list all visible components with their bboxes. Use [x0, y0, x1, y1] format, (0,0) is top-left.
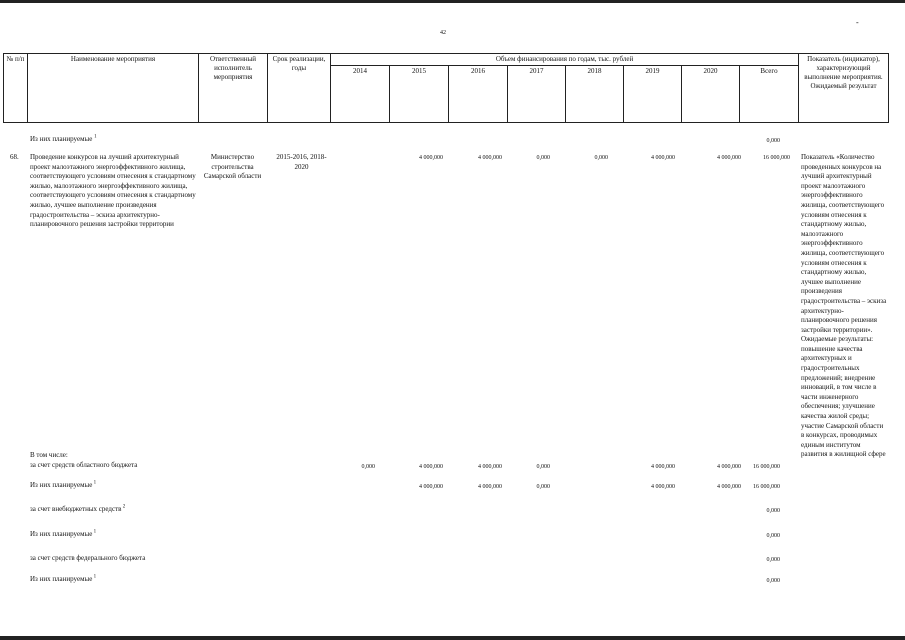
item-responsible: Министерство строительства Самарской области	[203, 153, 262, 181]
col-year: 2014	[331, 66, 390, 123]
page-number: 42	[440, 30, 446, 36]
header-table	[3, 53, 889, 123]
col-name: Наименование мероприятия	[28, 54, 199, 123]
col-indicator: Показатель (индикатор), характеризующий выполнение мероприятия. Ожидаемый результат	[799, 54, 889, 123]
item-value-2015: 4 000,000	[419, 155, 443, 161]
item-value-2017: 0,000	[536, 155, 550, 161]
col-responsible: Ответственный исполнитель мероприятия	[199, 54, 268, 123]
col-num: № п/п	[4, 54, 28, 123]
item-indicator: Показатель «Количество проведенных конкурсов на лучший архитектурный проект малоэтажного энергоэффективного жилища, соответствующего условиям отнесения к стандартному жилью, малоэтажного энергоэффективного жилища, соответствующего условиям отнесения к стандартному жилью, лучшее выполнение произведения градостроительства – эскиза архитектурно-планировочного решения застройки территории». Ожидаемые результаты: повышение качества архитектурных и градостроительных предложений; внедрение инноваций, в том числе в части инженерного обеспечения; улучшение качества жилой среды; участие Самарской области в конкурсах, проводимых единым институтом развития в жилищной сфере	[801, 153, 887, 459]
sub-row-value: 4 000,000	[419, 464, 443, 470]
sub-row-value: 4 000,000	[651, 464, 675, 470]
item-number: 68.	[10, 153, 19, 161]
sub-row-value: 0,000	[766, 578, 780, 584]
sub-row-value: 4 000,000	[717, 484, 741, 490]
col-year: 2016	[449, 66, 508, 123]
item-name: Проведение конкурсов на лучший архитектурный проект малоэтажного энергоэффективного жилища, соответствующего условиям отнесения к стандартному жилью, малоэтажного энергоэффективного жилища, соответствующего условиям отнесения к стандартному жилью, лучшее выполнение произведения градостроительства – эскиза архитектурно-планировочного решения застройки территории	[30, 153, 196, 229]
col-year: 2020	[682, 66, 740, 123]
sub-row-label: Из них планируемые $^1$	[30, 480, 97, 489]
bottom-border	[0, 636, 905, 640]
sub-row-value: 4 000,000	[478, 464, 502, 470]
sub-row-value: 16 000,000	[753, 464, 780, 470]
item-value-total: 16 000,000	[763, 155, 790, 161]
top-border	[0, 0, 905, 3]
sub-row-label: Из них планируемые $^1$	[30, 574, 97, 583]
item-value-2018: 0,000	[594, 155, 608, 161]
sub-row-value: 16 000,000	[753, 484, 780, 490]
sub-row-label: за счет средств областного бюджета	[30, 461, 138, 469]
sub-row-value: 0,000	[766, 508, 780, 514]
sub-row-value: 4 000,000	[478, 484, 502, 490]
sub-row-value: 4 000,000	[651, 484, 675, 490]
sub-row-label: за счет средств федерального бюджета	[30, 554, 146, 562]
col-year: 2018	[566, 66, 624, 123]
col-term: Срок реализации, годы	[268, 54, 331, 123]
sub-row-value: 0,000	[536, 484, 550, 490]
sub-row-value: 0,000	[361, 464, 375, 470]
col-year: 2017	[508, 66, 566, 123]
sub-row-value: 0,000	[536, 464, 550, 470]
item-value-2020: 4 000,000	[717, 155, 741, 161]
corner-mark: -	[856, 18, 859, 27]
sub-row-label: В том числе:	[30, 451, 68, 459]
sub-row-label: Из них планируемые $^1$	[30, 529, 97, 538]
item-term: 2015-2016, 2018-2020	[276, 153, 327, 171]
col-funding: Объем финансирования по годам, тыс. рублей	[331, 54, 799, 66]
sub-row-value: 0,000	[766, 533, 780, 539]
sub-row-value: 4 000,000	[419, 484, 443, 490]
sub-row-value: 0,000	[766, 557, 780, 563]
item-value-2019: 4 000,000	[651, 155, 675, 161]
col-year: Всего	[740, 66, 799, 123]
top-row-label: Из них планируемые $^1$	[30, 134, 97, 143]
col-year: 2019	[624, 66, 682, 123]
col-year: 2015	[390, 66, 449, 123]
item-value-2016: 4 000,000	[478, 155, 502, 161]
top-row-total: 0,000	[766, 138, 780, 144]
sub-row-value: 4 000,000	[717, 464, 741, 470]
sub-row-label: за счет внебюджетных средств $^2$	[30, 504, 126, 513]
